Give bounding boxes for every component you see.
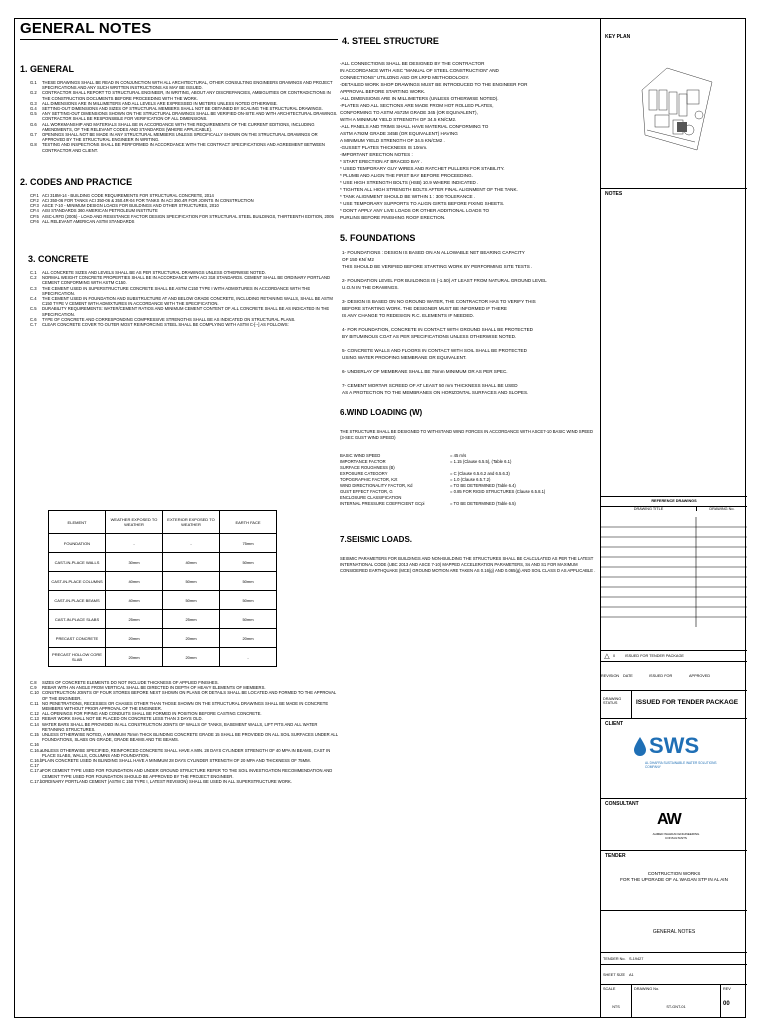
note-text: REBAR WORK SHALL NOT BE PLACED ON CONCRETE LESS THAN 3 DAYS OLD. [42, 716, 203, 722]
steel-note-line: -DETAILED WORK SHOP DRAWINGS MUST BE INTRODUCED TO THE ENGINEER FOR [340, 82, 528, 87]
client-logo [633, 733, 699, 759]
foundation-note-line [342, 291, 598, 298]
drawing-status-label: DRAWING STATUS [601, 691, 632, 718]
table-header: WEATHER EXPOSED TO WEATHER [106, 511, 163, 534]
note-number: C.12 [30, 711, 39, 717]
code-item [30, 219, 338, 224]
sheet-size-row [601, 964, 747, 984]
ref-drawings-rows [601, 517, 747, 627]
note-number: CP.5 [30, 213, 39, 219]
general-note [30, 80, 338, 90]
note-number: CP.6 [30, 218, 39, 224]
steel-note-line: -PLATES AND ALL SECTIONS ARE MADE FROM HOT ROLLED PLATES, [340, 103, 494, 108]
section-steel-heading: 4. STEEL STRUCTURE [342, 36, 439, 46]
foundation-note-line: USING WATER PROOFING MEMBRANE OR EQUIVALENT. [342, 355, 467, 360]
note-number: CP.4 [30, 208, 39, 214]
concrete-notes-list-2 [30, 680, 338, 784]
rev-value: 00 [723, 1001, 730, 1007]
rev-label: REV [723, 987, 731, 991]
foundation-note-line: 4- FOR FOUNDATION, CONCRETE IN CONTACT WITH GROUND SHALL BE PROTECTED [342, 327, 533, 332]
table-cell: - [220, 648, 277, 667]
table-cell: CAST-IN-PLACE SLABS [49, 610, 106, 629]
foundation-note-line: 3- DESIGN IS BASED ON NO GROUND WATER, THE CONTRACTOR HAS TO VERIFY THIS [342, 299, 536, 304]
note-text: AISC-LRFD (2005) - LOAD AND RESISTANCE FACTOR DESIGN SPECIFICATION FOR STRUCTURAL STEEL BUILDINGS, THIRTEENTH EDITION, 2005 [42, 213, 334, 219]
foundation-note-line: 5- CONCRETE WALLS AND FLOORS IN CONTACT WITH SOIL SHALL BE PROTECTED [342, 348, 527, 353]
drawing-info-row [601, 984, 747, 1018]
general-note [30, 132, 338, 142]
note-number: C.9 [30, 685, 37, 691]
table-cell: - [106, 534, 163, 553]
note-text: CLEAR CONCRETE COVER TO OUTER MOST REINFORCING STEEL SHALL BE COMPLYING WITH ASTM C-[--] AS FOLLOWS: [42, 322, 289, 328]
concrete-note [30, 768, 338, 778]
concrete-note [30, 306, 338, 316]
tender-section [601, 850, 747, 910]
concrete-notes-list [20, 270, 338, 327]
sheet-title-section [601, 910, 747, 952]
table-cell: 25mm [163, 610, 220, 629]
foundation-notes-list [340, 249, 598, 396]
rev-header-revision: REVISION [601, 674, 620, 678]
table-header: ELEMENT [49, 511, 106, 534]
note-text: DURABILITY REQUIREMENTS: WATER/CEMENT RATIOS AND MINIMUM CEMENT CONTENT OF ALL CONCRETE SHALL BE AS INDICATED IN THE SPECIFICATION. [42, 306, 330, 317]
concrete-note [30, 701, 338, 711]
note-text: PLAIN CONCRETE USED IN BLINDING SHALL HAVE A MINIMUM 28 DAYS CYLINDER STRENGTH OF 20 MPA AND THICKNESS OF 75MM. [42, 758, 311, 764]
steel-note-line: -ALL PANELS AND TRIMS SHALL HAVE MATERIAL CONFORMING TO [340, 124, 489, 129]
wind-parameter-row [340, 501, 598, 507]
scale-value: NTS [612, 1005, 620, 1009]
steel-note-line: A MINIMUM YIELD STRENGTH OF 34.5 KN/CM2 . [340, 138, 445, 143]
note-number: C.3 [30, 285, 37, 291]
table-cell: PRECAST CONCRETE [49, 629, 106, 648]
general-note [30, 122, 338, 132]
consultant-logo: AW [657, 811, 681, 828]
table-cell: 75mm [220, 534, 277, 553]
sheet-size-value: A1 [629, 972, 634, 977]
note-number: C.16 [30, 742, 39, 748]
note-number: G.5 [30, 111, 37, 117]
steel-note-line: APPROVAL BEFORE STARTING WORK. [340, 89, 426, 94]
table-cell: CAST-IN-PLACE COLUMNS [49, 572, 106, 591]
table-cell: 20mm [220, 629, 277, 648]
note-number: G.6 [30, 121, 37, 127]
project-title-line-1: CONTRUCTION WORKS [647, 871, 701, 876]
note-number: C.2 [30, 275, 37, 281]
steel-note-line: CONFORMING TO ASTM A572M GRADE 345 (OR EQUIVALENT), [340, 110, 478, 115]
wind-parameter-value: = 0.85 FOR RIGID STRUCTURES (Clause 6.5.8.1) [450, 489, 546, 494]
revision-number: 0 [613, 654, 616, 658]
steel-note-line: * USED TEMPORARY GUY WIRES AND RATCHET PULLERS FOR STABILITY. [340, 166, 505, 171]
note-number: C.15 [30, 732, 39, 738]
table-row [49, 610, 277, 629]
note-number: C.10 [30, 690, 39, 696]
revision-description: ISSUED FOR TENDER PACKAGE [625, 654, 684, 658]
note-number: C.6 [30, 316, 37, 322]
section-wind-heading: 6.WIND LOADING (W) [340, 408, 423, 417]
wind-parameter-name: ENCLOSURE CLASSIFICATION [340, 495, 402, 500]
note-number: G.7 [30, 132, 37, 138]
drawing-no-label: DRAWING No. [634, 987, 660, 991]
note-number: C.17 [30, 763, 39, 769]
rev-header-approved: APPROVED [689, 674, 711, 678]
note-text: TYPE OF CONCRETE AND CORRESPONDING COMPRESSIVE STRENGTHS SHALL BE AS INDICATED ON STRUCTURAL PLANS. [42, 316, 296, 322]
steel-note-line: * TIGHTEN ALL HIGH STRENGTH BOLTS AFTER FINAL ALIGNMENT OF THE TANK. [340, 187, 518, 192]
wind-parameters [340, 453, 598, 507]
tender-label: TENDER [605, 853, 626, 859]
table-cell: 50mm [220, 572, 277, 591]
wind-parameter-value: = 1.15 (Clause 6.5.5), (Table 6.1) [450, 459, 512, 464]
section-general-heading: 1. GENERAL [20, 64, 75, 74]
table-header: EXTERIOR EXPOSED TO WEATHER [163, 511, 220, 534]
table-cell: 20mm [106, 648, 163, 667]
foundation-note-line [342, 319, 598, 326]
wind-parameter-value: = 1.0 (Clause 6.5.7.2) [450, 477, 491, 482]
notes-label: NOTES [605, 191, 623, 197]
middle-column [340, 36, 598, 574]
concrete-note [30, 779, 338, 784]
section-seismic-heading: 7.SEISMIC LOADS. [340, 535, 413, 544]
note-text: NORMAL WEIGHT CONCRETE PROPERTIES SHALL BE IN ACCORDANCE WITH ACI 318 STANDARDS. CEMENT SHALL BE ORDINARY PORTLAND CEMENT CONFORMING WITH ASTM C150. [42, 275, 330, 286]
table-cell: 50mm [220, 591, 277, 610]
table-row [49, 553, 277, 572]
codes-list [20, 193, 338, 224]
left-column [20, 20, 338, 327]
note-text: ACI 318M-14 - BUILDING CODE REQUIREMENTS FOR STRUCTURAL CONCRETE, 2014 [42, 192, 214, 198]
note-number: C.17.b [30, 778, 43, 784]
note-text: UNLESS OTHERWISE NOTED, A MINIMUM 75mm THICK BLINDING CONCRETE GRADE 15 SHALL BE PROVIDED ON ALL SOIL SURFACES UNDER ALL FOUNDATIONS, SLABS ON GRADE, GRADE BEAMS AND TIE BEAMS. [42, 732, 338, 743]
note-number: C.16.b [30, 758, 43, 764]
table-cell: FOUNDATION [49, 534, 106, 553]
steel-note-line: * START ERECTION AT BRACED BAY . [340, 159, 423, 164]
foundation-note-line: OF 150 KN/ M2 [342, 257, 374, 262]
general-note [30, 90, 338, 100]
consultant-label: CONSULTANT [605, 801, 639, 807]
section-foundations-heading: 5. FOUNDATIONS [340, 233, 416, 243]
note-number: C.17.a [30, 768, 43, 774]
note-text: REBAR WITH AN ANGLE FROM VERTICAL SHALL BE DIRECTED IN DEPTH OF HEAVY ELEMENTS OF MEMBERS. [42, 685, 266, 691]
note-text: FOR CEMENT TYPE USED FOR FOUNDATION AND UNDER GROUND STRUCTURE REFER TO THE SOIL INVESTIGATION RECOMMENDATION AND CEMENT TYPE USED FOR FOUNDATION SHOULD BE APPROVED BY THE PROJECT ENGINEER. [42, 768, 333, 779]
tender-no-row [601, 952, 747, 964]
steel-note-line: * TANK ALIGNMENT SHOULD BE WITHIN 1 : 300 TOLERANCE . [340, 194, 476, 199]
revision-triangle-icon: △ [604, 653, 610, 660]
foundation-note-line: BY BITUMINOUS COAT AS PER SPECIFICATIONS UNLESS OTHERWISE NOTED. [342, 334, 517, 339]
steel-note-line: PURLINS BEFORE FINISHING ROOF ERECTION. [340, 215, 446, 220]
note-text: SETTING-OUT DIMENSIONS AND SIZES OF STRUCTURAL MEMBERS SHALL NOT BE OBTAINED BY SCALING THE STRUCTURAL DRAWINGS. [42, 106, 323, 112]
revision-block [601, 650, 747, 690]
status-section [601, 690, 747, 718]
steel-note-line: ASTM A792M GRADE 345B (OR EQUIVALENT) HAVING [340, 131, 458, 136]
table-cell: CAST-IN-PLACE BEAMS [49, 591, 106, 610]
table-cell: 20mm [106, 629, 163, 648]
concrete-note [30, 296, 338, 306]
ref-drawings-grid [601, 506, 747, 626]
table-cell: 40mm [163, 553, 220, 572]
table-header: EARTH FACE [220, 511, 277, 534]
note-number: C.5 [30, 306, 37, 312]
foundation-note-line: U.O.N IN THE DRAWINGS. [342, 285, 399, 290]
foundation-note-line [342, 270, 598, 277]
table-cell: 40mm [106, 591, 163, 610]
ref-col-number: DRAWING No. [709, 507, 735, 511]
note-text: ASCE 7-10 - MINIMUM DESIGN LOADS FOR BUILDINGS AND OTHER STRUCTURES, 2010 [42, 203, 219, 209]
note-number: CP.2 [30, 198, 39, 204]
concrete-note [30, 286, 338, 296]
note-text: ALL WORKMANSHIP AND MATERIALS SHALL BE IN ACCORDANCE WITH THE REQUIREMENTS OF THE CURRENT EDITIONS, INCLUDING AMENDMENTS, OF THE RELEVANT CODES AND STANDARDS (WHERE APPLICABLE). [42, 121, 315, 132]
note-number: C.7 [30, 322, 37, 328]
concrete-note [30, 322, 338, 327]
table-cell: 50mm [163, 572, 220, 591]
note-number: CP.1 [30, 192, 39, 198]
note-text: NO PENETRATIONS, RECESSES OR CHASES OTHER THAN THOSE SHOWN ON THE STRUCTURAL DRAWINGS SHALL BE MADE IN CONCRETE MEMBERS WITHOUT PRIOR APPROVAL OF THE ENGINEER. [42, 700, 329, 712]
foundation-note-line [342, 361, 598, 368]
steel-notes-list [340, 60, 598, 221]
note-number: C.13 [30, 716, 39, 722]
section-codes-heading: 2. CODES AND PRACTICE [20, 176, 133, 187]
note-number: C.16.a [30, 747, 43, 753]
consultant-section [601, 798, 747, 850]
steel-note-line: -ALL CONNECTIONS SHALL BE DESIGNED BY THE CONTRACTOR [340, 61, 485, 66]
foundation-note-line: 6- UNDERLAY OF MEMBRANE SHALL BE 75mm MINIMUM OR AS PER SPEC. [342, 369, 508, 374]
table-cell: 50mm [220, 553, 277, 572]
foundation-note-line: 1- FOUNDATIONS : DESIGN IS BASED ON AN ALLOWABLE NET BEARING CAPACITY [342, 250, 525, 255]
note-number: G.3 [30, 100, 37, 106]
steel-note-line: -ALL DIMENSIONS ARE IN MILLIMETERS (UNLESS OTHERWISE NOTED). [340, 96, 499, 101]
wind-parameter-name: IMPORTANCE FACTOR [340, 459, 386, 464]
steel-note-line: IN ACCORDANCE WITH AISC "MANUAL OF STEEL CONSTRUCTION" AND [340, 68, 499, 73]
note-text: THE CEMENT USED IN SUPERSTRUCTURE CONCRETE SHALL BE ASTM C150 TYPE I WITH ADMIXTURES IN ACCORDANCE WITH THE SPECIFICATION. [42, 285, 311, 296]
note-number: C.8 [30, 680, 37, 685]
steel-note-line: -GUSSET PLATES THICKNESS IS 10mm. [340, 145, 428, 150]
note-text: ACI 350-06 FOR TANKS ACI 350-06 & 350.4R-04 FOR TANKS IN ACI 350.4R FOR JOINTS IN CONSTRUCTION [42, 198, 254, 204]
seismic-text: SEISMIC PARAMETERS FOR BUILDINGS AND NON-BUILDING THE STRUCTURES SHALL BE CALCULATED AS PER THE LATEST INTERNATIONAL CODE (UBC 2013 AND ASCE 7-10) MAPPED ACCELERATION PARAMETERS, Ss AND S1 FOR MAXIMUM CONSIDERED EARTHQUAKE (MCE) GROUND MOTION ARE TAKEN AS 0.16(g) AND 0.065(g) AND SOIL CLASS D AS APPLICABLE . [340, 556, 596, 573]
foundation-note-line: THIS SHOULD BE VERIFIED BEFORE STARTING WORK BY PERFORMING SITE TESTS . [342, 264, 533, 269]
consultant-subtitle: AHMED WAHDAN ENGINEERING CONSULTANTS [652, 832, 700, 840]
key-plan-label: KEY PLAN [605, 34, 631, 40]
concrete-note [30, 732, 338, 742]
table-cell: 40mm [106, 572, 163, 591]
water-drop-icon [633, 736, 647, 756]
note-text: THESE DRAWINGS SHALL BE READ IN CONJUNCTION WITH ALL ARCHITECTURAL, OTHER CONSULTING ENGINEERS DRAWINGS AND PROJECT SPECIFICATIONS AND ANY SUCH WRITTEN INSTRUCTIONS AS MAY BE ISSUED. [42, 80, 333, 91]
note-number: C.1 [30, 270, 37, 276]
table-cell: 30mm [106, 553, 163, 572]
wind-parameter-value: = TO BE DETERMINED (Table 6.5) [450, 501, 516, 506]
note-text: TESTING AND INSPECTIONS SHALL BE PERFORMED IN ACCORDANCE WITH THE CONTRACT SPECIFICATIONS AND AGREEMENT BETWEEN CONTRACTOR AND CLIENT. [42, 142, 325, 153]
client-subtitle: AL DHAFRA SUSTAINABLE WATER SOLUTIONS COMPANY [645, 761, 717, 769]
note-number: C.4 [30, 296, 37, 302]
steel-note-line: * USE HIGH STRENGTH BOLTS (HSB) 10.9 WHERE INDICATED . [340, 180, 479, 185]
note-number: G.2 [30, 90, 37, 96]
wind-parameter-name: SURFACE ROUGHNESS (B) [340, 465, 395, 470]
general-notes-list [20, 80, 338, 153]
tender-no-value: S-19427 [629, 956, 644, 961]
table-cell: 20mm [163, 648, 220, 667]
wind-parameter-name: TOPOGRAPHIC FACTOR, Kzt [340, 477, 398, 482]
table-cell: PRECAST HOLLOW CORE SLAB [49, 648, 106, 667]
table-row [49, 591, 277, 610]
note-text: WATER BARS SHALL BE PROVIDED IN ALL CONSTRUCTION JOINTS OF WALLS OF TANKS, BASEMENT WALLS, LIFT PITS AND ALL WATER RETAINING STRUCTURES. [42, 721, 318, 732]
foundation-note-line [342, 375, 598, 382]
note-text: CONTRACTOR SHALL REPORT TO STRUCTURAL ENGINEER, IN WRITING, ABOUT ANY DISCREPANCIES, AMBIGUITIES OR CONTRADICTIONS IN THE CONSTRUCTION DOCUMENTS BEFORE PROCEEDING WITH THE WORK. [42, 90, 331, 101]
client-label: CLIENT [605, 721, 624, 727]
note-number: G.8 [30, 142, 37, 148]
table-cell: CAST-IN-PLACE WALLS [49, 553, 106, 572]
wind-parameter-value: = TO BE DETERMINED (Table 6.4) [450, 483, 516, 488]
note-text: SIZES OF CONCRETE ELEMENTS DO NOT INCLUDE THICKNESS OF APPLIED FINISHES. [42, 680, 219, 685]
wind-parameter-name: EXPOSURE CATEGORY [340, 471, 388, 476]
concrete-note [30, 722, 338, 732]
sheet-size-label: SHEET SIZE [603, 972, 626, 977]
note-text: CONSTRUCTION JOINTS OF FOUR STORES BEFORE NEXT SHOWN ON PLANS OR DETAILS SHALL BE LOCATED AND FORMED TO THE APPROVAL OF THE ENGINEER. [42, 690, 337, 701]
general-note [30, 111, 338, 121]
concrete-cover-table [48, 510, 277, 667]
table-cell: 50mm [163, 591, 220, 610]
foundation-note-line [342, 340, 598, 347]
note-text: ORDINARY PORTLAND CEMENT (ASTM C 150 TYPE I, LATEST REVISION) SHALL BE USED IN ALL SUPERSTRUCTURE WORK. [42, 778, 292, 784]
note-text: ANY SETTING-OUT DIMENSIONS SHOWN ON THE STRUCTURAL DRAWINGS SHALL BE VERIFIED ON-SITE AND WITH ARCHITECTURAL DRAWINGS. CONTRACTOR SHALL BE RESPONSIBLE FOR VERIFICATION OF ALL DIMENSIONS. [42, 111, 338, 122]
note-text: AISI STANDARDS 360 AMERICAN PETROLEUM INSTITUTE [42, 208, 158, 214]
ref-col-title: DRAWING TITLE [601, 507, 697, 511]
table-cell: 50mm [220, 610, 277, 629]
steel-note-line: * USE TEMPORARY SUPPORTS TO ALIGN GIRTS BEFORE FIXING SHEETS. [340, 201, 505, 206]
ref-drawings-title: REFERENCE DRAWINGS [651, 499, 697, 503]
project-title-line-2: FOR THE UPGRADE OF AL WAGAN STP IN AL AIN [620, 877, 728, 882]
drawing-no-value: ST-GNT-01 [666, 1005, 686, 1009]
concrete-note [30, 275, 338, 285]
client-logo-text: SWS [649, 733, 700, 758]
note-text: ALL OPENINGS FOR PIPING AND CONDUITS SHALL BE FORMED IN POSITION BEFORE CASTING CONCRETE. [42, 711, 262, 717]
steel-note-line: -IMPORTANT ERECTION NOTES : [340, 152, 413, 157]
foundation-note-line: BEFORE STARTING WORK. THE DESIGNER MUST BE INFORMED IF THERE [342, 306, 507, 311]
scale-label: SCALE [603, 987, 616, 991]
table-row [49, 572, 277, 591]
section-concrete-heading: 3. CONCRETE [28, 254, 89, 265]
concrete-note [30, 748, 338, 758]
note-text: ALL DIMENSIONS ARE IN MILLIMETERS AND ALL LEVELS ARE EXPRESSED IN METERS UNLESS NOTED OTHERWISE. [42, 100, 278, 106]
table-cell: 20mm [163, 629, 220, 648]
steel-note-line: WITH A MINIMUM YIELD STRENGTH OF 34.5 KN/CM2. [340, 117, 457, 122]
note-number: CP.3 [30, 203, 39, 209]
wind-parameter-name: WIND DIRECTIONALITY FACTOR, Kd [340, 483, 413, 488]
foundation-note-line: 7- CEMENT MORTAR SCREED OF AT LEAST 50 mm THICKNESS SHALL BE USED [342, 383, 518, 388]
general-note [30, 142, 338, 152]
note-number: G.1 [30, 80, 37, 85]
wind-parameter-value: = 45 m/s [450, 453, 467, 458]
note-text: UNLESS OTHERWISE SPECIFIED, REINFORCED CONCRETE SHALL HAVE A MIN. 28 DAYS CYLINDER STRENGTH OF 40 MPA IN BEAMS, CAST IN PLACE SLABS, WALLS, COLUMNS AND FOUNDATION. [42, 747, 331, 758]
steel-note-line: CONNECTIONS" UTILIZING ASD OR LRFD METHODOLOGY. [340, 75, 470, 80]
concrete-note [30, 690, 338, 700]
notes-section [601, 188, 747, 199]
ref-drawings-header [601, 496, 747, 506]
client-section [601, 718, 747, 798]
page-title: GENERAL NOTES [20, 20, 152, 37]
wind-parameter-name: GUST EFFECT FACTOR, G [340, 489, 393, 494]
wind-parameter-name: BASIC WIND SPEED [340, 453, 381, 458]
note-text: THE CEMENT USED IN FOUNDATION AND SUBSTRUCTURE AT AND BELOW GRADE CONCRETE, INCLUDING RETAINING WALLS, SHALL BE ASTM C150 TYPE V CEMENT WITH ADMIXTURES IN ACCORDANCE WITH THE SPECIFICATION. [42, 296, 333, 307]
steel-note-line: * PLUMB AND ALIGN THE FIRST BAY BEFORE PROCEEDING. [340, 173, 473, 178]
wind-parameter-value: = C (Clause 6.5.6.2 and 6.5.6.3) [450, 471, 510, 476]
note-text: OPENINGS SHALL NOT BE MADE IN ANY STRUCTURAL MEMBERS UNLESS SPECIFICALLY SHOWN ON THE STRUCTURAL DRAWINGS OR APPROVED BY THE STRUCTURAL ENGINEER IN WRITING. [42, 132, 318, 143]
rev-header-date: DATE [623, 674, 633, 678]
foundation-note-line: IS ANY CHANGE TO REDESIGN R.C. ELEMENTS IF NEEDED. [342, 313, 474, 318]
table-row [49, 648, 277, 667]
rev-header-issued-for: ISSUED FOR [649, 674, 673, 678]
steel-note-line: * DON'T APPLY ANY LIVE LOADS OR OTHER ADDITIONAL LOADS TO [340, 208, 490, 213]
note-text: ALL RELEVANT AMERICAN ASTM STANDARDS [42, 218, 135, 224]
title-block [600, 18, 746, 1018]
title-underline [20, 39, 338, 40]
tender-no-label: TENDER No. [603, 956, 626, 961]
key-plan-drawing [637, 60, 717, 155]
foundation-note-line: 2- FOUNDATION LEVEL FOR BUILDINGS IS (-1.50) AT LEAST FROM NATURAL GROUND LEVEL [342, 278, 547, 283]
note-number: C.14 [30, 721, 39, 727]
note-number: C.11 [30, 700, 39, 706]
table-cell: 25mm [106, 610, 163, 629]
note-number: G.4 [30, 106, 37, 112]
wind-parameter-name: INTERNAL PRESSURE COEFFICIENT GCpi [340, 501, 425, 506]
note-text: ALL CONCRETE SIZES AND LEVELS SHALL BE AS PER STRUCTURAL DRAWINGS UNLESS OTHERWISE NOTED. [42, 270, 266, 276]
foundation-note-line: AS A PROTECTION TO THE MEMBRANES ON HORIZONTAL SURFACES AND SLOPES. [342, 390, 529, 395]
table-row [49, 534, 277, 553]
table-cell: - [163, 534, 220, 553]
drawing-status-value: ISSUED FOR TENDER PACKAGE [636, 699, 739, 706]
table-row [49, 629, 277, 648]
sheet-title: GENERAL NOTES [652, 929, 696, 935]
wind-intro: THE STRUCTURE SHALL BE DESIGNED TO WITHSTAND WIND FORCES IN ACCORDANCE WITH ASCE7-10 BASIC WIND SPEED (3-SEC GUST WIND SPEED) [340, 429, 593, 440]
